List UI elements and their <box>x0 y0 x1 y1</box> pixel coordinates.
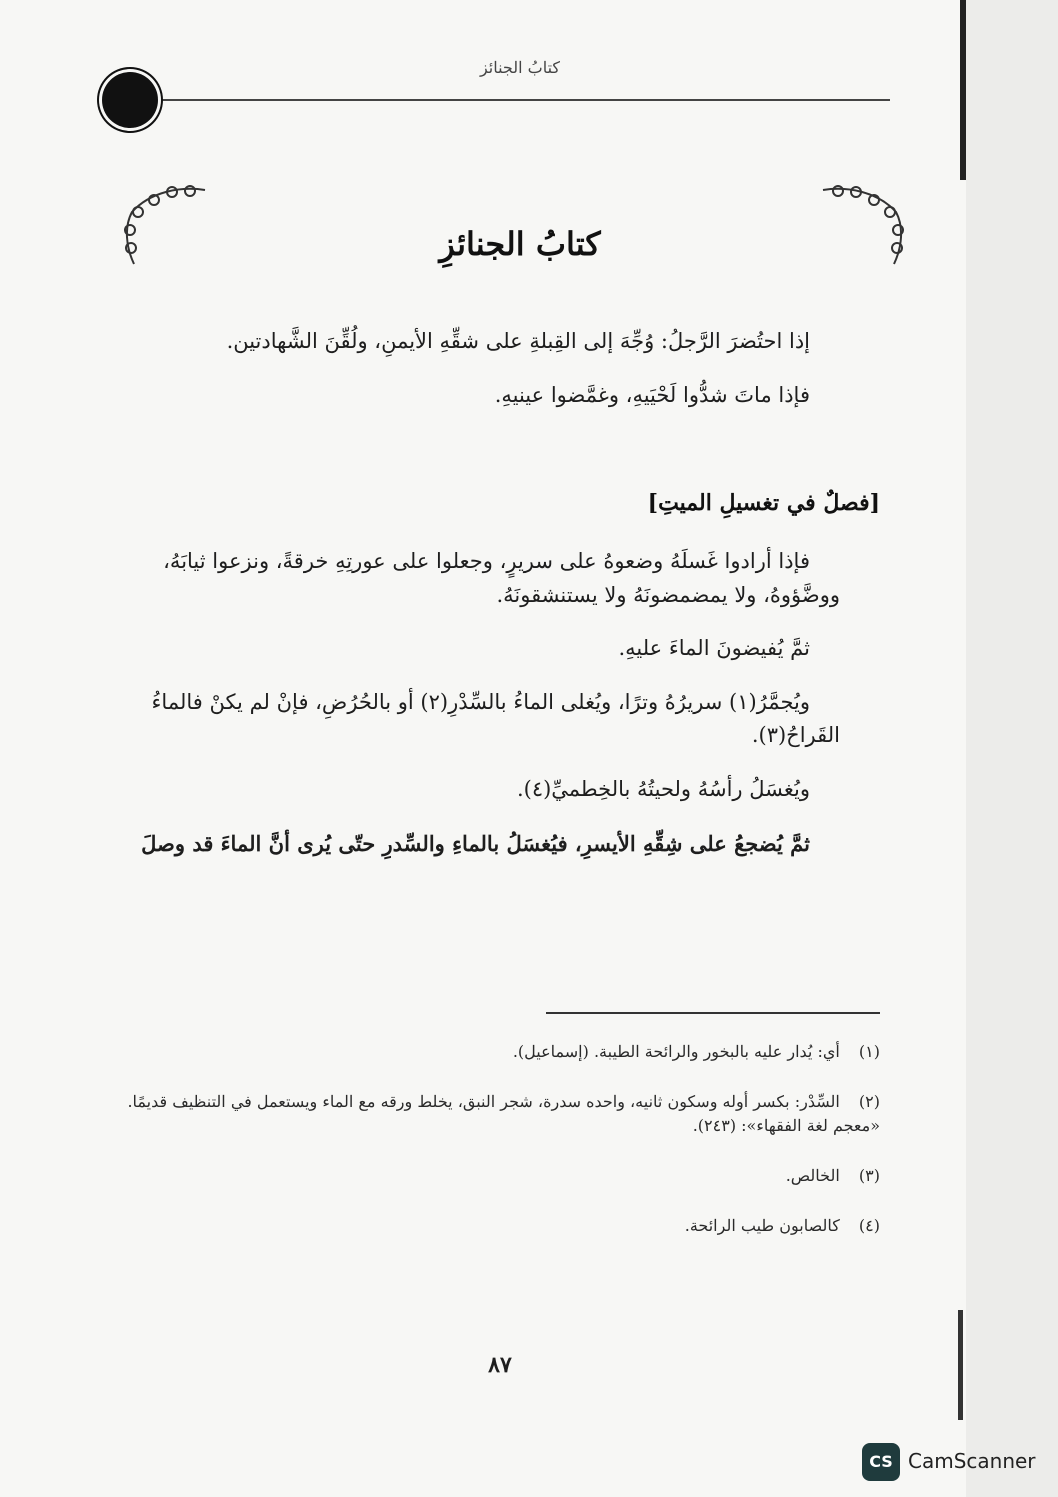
corner-ornament-left-icon <box>120 182 210 272</box>
footnote-item <box>100 1040 880 1064</box>
footnote-number: (٣) <box>858 1166 880 1185</box>
header-rule <box>150 99 890 101</box>
paragraph: ويُجمَّرُ(١) سريرُهُ وترًا، ويُغلى الماءُ بالسِّدْرِ(٢) أو بالحُرُضِ، فإنْ لم يكنْ فالماءُ القَراحُ(٣). <box>151 689 840 748</box>
footnote-text: السِّدْر: بكسر أوله وسكون ثانيه، واحده سدرة، شجر النبق، يخلط ورقه مع الماء ويستعمل في التنظيف قديمًا. «معجم لغة الفقهاء»: (٢٤٣). <box>127 1092 880 1135</box>
page-number: ٨٧ <box>488 1352 512 1378</box>
paragraph: فإذا أرادوا غَسلَهُ وضعوهُ على سريرٍ، وجعلوا على عورتِهِ خرقةً، ونزعوا ثيابَهُ، ووضَّؤوهُ، ولا يمضمضونَهُ ولا يستنشقونَهُ. <box>163 549 840 607</box>
page-binding-edge-lower <box>958 1310 963 1420</box>
running-header: كتابُ الجنائز <box>479 58 561 77</box>
footnote-number: (٤) <box>858 1216 880 1235</box>
footnote-item <box>100 1164 880 1188</box>
footnote-text: كالصابون طيب الرائحة. <box>684 1216 840 1235</box>
paragraph: إذا احتُضرَ الرَّجلُ: وُجِّهَ إلى القِبلةِ على شقِّهِ الأيمنِ، ولُقِّنَ الشَّهادتين. <box>226 329 810 353</box>
camscanner-logo-icon: CS <box>862 1443 900 1481</box>
section-heading: [فصلٌ في تغسيلِ الميتِ] <box>647 490 880 516</box>
footnote-item <box>100 1090 880 1138</box>
paragraph: ثمَّ يُضجعُ على شِقِّهِ الأيسرِ، فيُغسَلُ بالماءِ والسِّدرِ حتّى يُرى أنَّ الماءَ قد وصلَ <box>141 830 810 856</box>
footnote-text: أي: يُدار عليه بالبخور والرائحة الطيبة. (إسماعيل). <box>512 1042 840 1061</box>
footnote-text: الخالص. <box>785 1166 840 1185</box>
paragraph: ويُغسَلُ رأسُهُ ولحيتُهُ بالخِطميِّ(٤). <box>516 776 810 801</box>
book-title: كتابُ الجنائزِ <box>439 225 601 263</box>
page-binding-edge <box>960 0 966 180</box>
camscanner-label: CamScanner <box>908 1449 1036 1473</box>
footnote-number: (١) <box>858 1042 880 1061</box>
footnote-item <box>100 1214 880 1238</box>
header-ornament-icon <box>102 72 158 128</box>
intro-text <box>100 325 840 412</box>
footnote-number: (٢) <box>858 1092 880 1111</box>
paragraph: فإذا ماتَ شدُّوا لَحْيَيهِ، وغمَّضوا عينيهِ. <box>494 382 810 407</box>
footnotes <box>100 1040 880 1264</box>
section-text <box>100 545 840 860</box>
paragraph: ثمَّ يُفيضونَ الماءَ عليهِ. <box>618 636 810 661</box>
corner-ornament-right-icon <box>818 182 908 272</box>
footnote-rule <box>546 1012 880 1014</box>
